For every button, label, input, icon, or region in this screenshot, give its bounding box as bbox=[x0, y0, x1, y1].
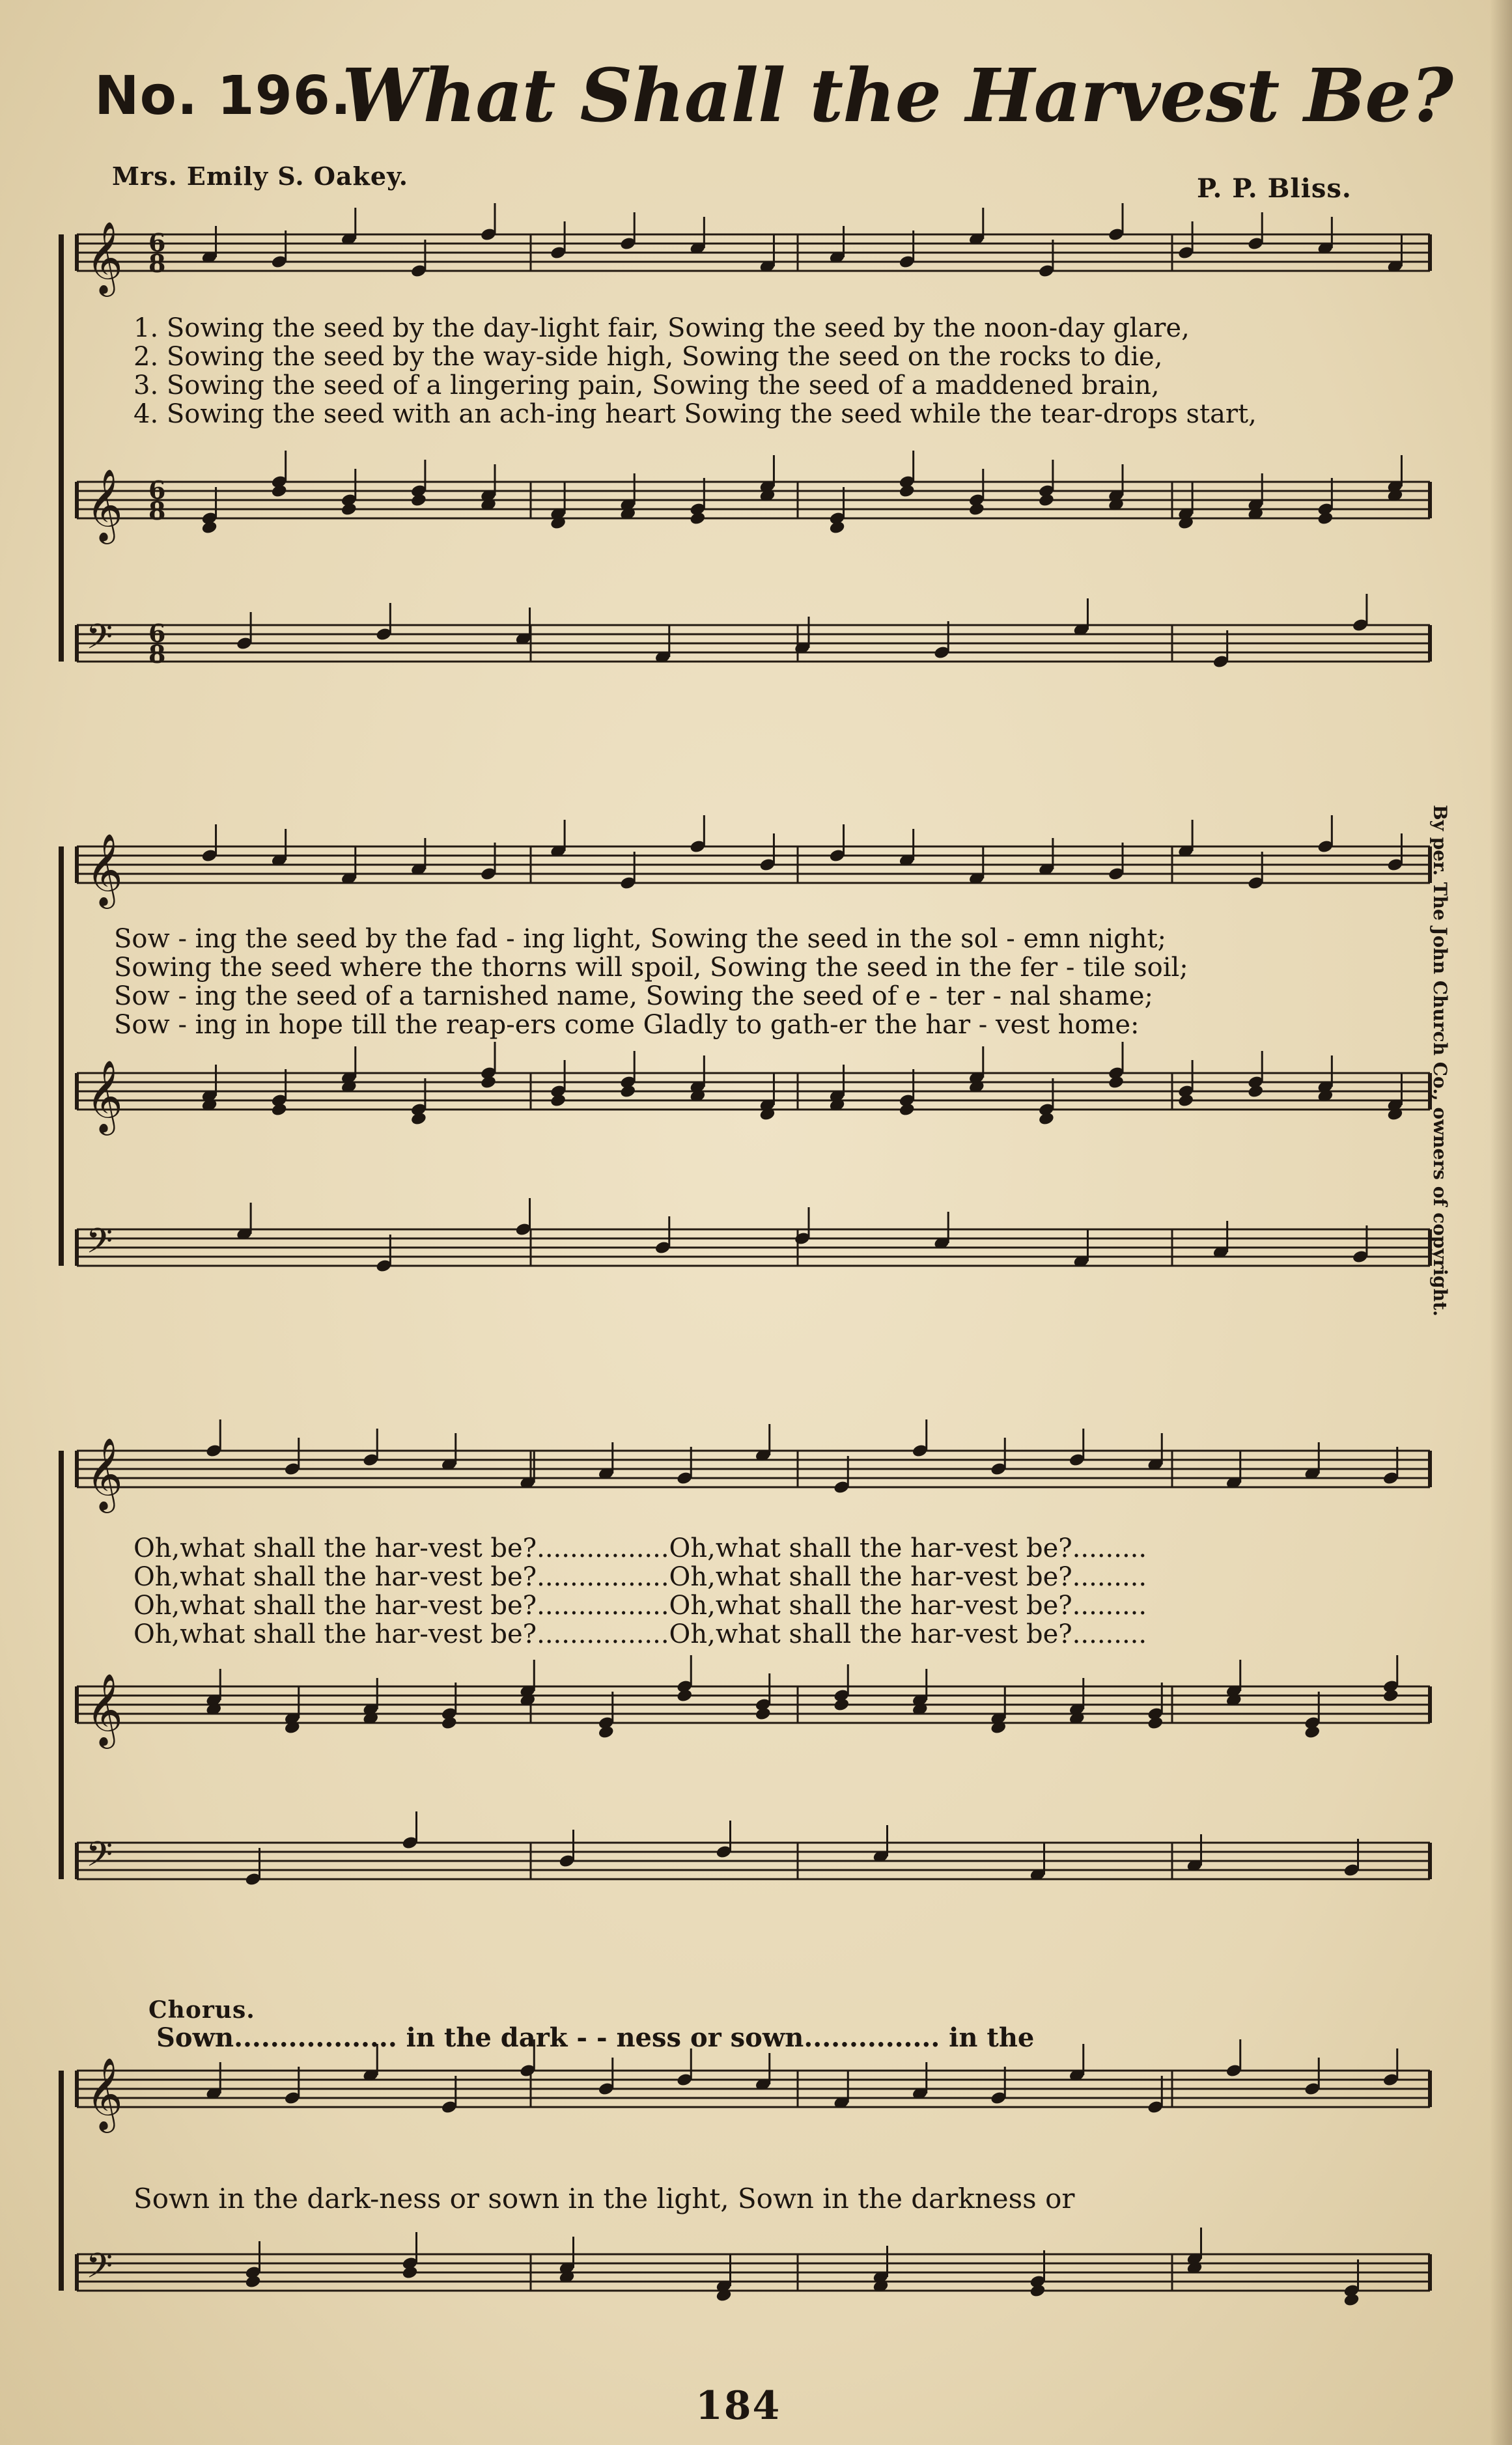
copyright-notice: By per. The John Church Co., owners of copyright. bbox=[1429, 805, 1451, 1317]
lyric-line: 2. Sowing the seed by the way-side high, Sowing the seed on the rocks to die, bbox=[133, 342, 1163, 372]
treble-clef-icon: 𝄞 bbox=[86, 1673, 123, 1746]
treble-clef-icon: 𝄞 bbox=[86, 221, 123, 294]
harmony-note bbox=[1038, 1111, 1055, 1126]
time-signature: 6 bbox=[148, 475, 166, 505]
harmony-note bbox=[1177, 1093, 1194, 1108]
lyric-line: Sow - ing in hope till the reap-ers come Gladly to gath-er the har - vest home: bbox=[114, 1010, 1140, 1040]
page-number: 184 bbox=[695, 2383, 781, 2429]
lyric-line: Oh,what shall the har-vest be?................Oh,what shall the har-vest be?......... bbox=[133, 1562, 1147, 1592]
harmony-note bbox=[899, 484, 916, 499]
harmony-note bbox=[410, 1111, 427, 1126]
bass-clef-icon: 𝄢 bbox=[86, 617, 113, 665]
bass-note bbox=[401, 2265, 418, 2280]
harmony-note bbox=[968, 502, 985, 517]
time-signature: 6 bbox=[148, 228, 166, 257]
harmony-note bbox=[676, 1688, 693, 1703]
harmony-note bbox=[441, 1716, 458, 1731]
lyric-line: Sow - ing the seed by the fad - ing light, Sowing the seed in the sol - emn night; bbox=[114, 924, 1167, 954]
harmony-note bbox=[619, 1084, 636, 1099]
harmony-note bbox=[1108, 1075, 1125, 1090]
harmony-note bbox=[828, 520, 845, 535]
refrain-lyrics-system-3 bbox=[133, 1534, 1147, 1649]
treble-clef-icon: 𝄞 bbox=[86, 468, 123, 541]
bass-note bbox=[1343, 2293, 1360, 2308]
harmony-note bbox=[550, 1093, 567, 1108]
lyric-line: Sow - ing the seed of a tarnished name, Sowing the seed of e - ter - nal shame; bbox=[114, 981, 1154, 1011]
harmony-note bbox=[341, 502, 357, 517]
harmony-note bbox=[480, 1075, 497, 1090]
lyric-line: 4. Sowing the seed with an ach-ing heart Sowing the seed while the tear-drops start, bbox=[133, 399, 1257, 429]
harmony-note bbox=[1382, 1688, 1399, 1703]
harmony-note bbox=[271, 484, 288, 499]
harmony-note bbox=[598, 1725, 615, 1740]
harmony-note bbox=[755, 1707, 772, 1722]
chorus-bass-words: Sown in the dark-ness or sown in the light, Sown in the darkness or bbox=[133, 2183, 1075, 2214]
lyric-line: Oh,what shall the har-vest be?................Oh,what shall the har-vest be?......... bbox=[133, 1533, 1147, 1563]
harmony-note bbox=[1317, 511, 1334, 526]
time-signature: 8 bbox=[148, 496, 166, 525]
verse-lyrics-system-2 bbox=[114, 925, 1188, 1039]
bass-note bbox=[1029, 2284, 1046, 2298]
harmony-note bbox=[899, 1102, 916, 1117]
lyric-line: Oh,what shall the har-vest be?................Oh,what shall the har-vest be?......... bbox=[133, 1591, 1147, 1621]
chorus-treble-words: Sown.................. in the dark - - ness or sown............... in the bbox=[156, 2022, 1035, 2053]
treble-clef-icon: 𝄞 bbox=[86, 1059, 123, 1132]
harmony-note bbox=[1247, 1084, 1264, 1099]
bass-clef-icon: 𝄢 bbox=[86, 2246, 113, 2295]
treble-clef-icon: 𝄞 bbox=[86, 2057, 123, 2130]
treble-clef-icon: 𝄞 bbox=[86, 833, 123, 906]
chorus-label: Chorus. bbox=[148, 1996, 255, 2024]
harmony-note bbox=[689, 511, 706, 526]
harmony-note bbox=[201, 520, 217, 535]
verse-lyrics-system-1 bbox=[133, 314, 1257, 428]
treble-clef-icon: 𝄞 bbox=[86, 1437, 123, 1510]
harmony-note bbox=[1038, 493, 1055, 508]
lyric-line: 1. Sowing the seed by the day-light fair, Sowing the seed by the noon-day glare, bbox=[133, 313, 1190, 343]
composer-credit: P. P. Bliss. bbox=[1197, 173, 1352, 204]
lyric-line: Oh,what shall the har-vest be?................Oh,what shall the har-vest be?......... bbox=[133, 1619, 1147, 1649]
harmony-note bbox=[410, 493, 427, 508]
lyric-line: 3. Sowing the seed of a lingering pain, Sowing the seed of a maddened brain, bbox=[133, 370, 1160, 400]
hymn-number: No. 196. bbox=[94, 65, 352, 127]
harmony-note bbox=[1304, 1725, 1321, 1740]
lyricist-credit: Mrs. Emily S. Oakey. bbox=[112, 161, 409, 191]
hymn-title: What Shall the Harvest Be? bbox=[342, 53, 1453, 139]
harmony-note bbox=[271, 1102, 288, 1117]
harmony-note bbox=[1147, 1716, 1164, 1731]
bass-note bbox=[244, 2274, 261, 2289]
time-signature: 8 bbox=[148, 639, 166, 669]
time-signature: 6 bbox=[148, 619, 166, 648]
bass-clef-icon: 𝄢 bbox=[86, 1222, 113, 1270]
harmony-note bbox=[833, 1698, 850, 1712]
time-signature: 8 bbox=[148, 249, 166, 278]
lyric-line: Sowing the seed where the thorns will spoil, Sowing the seed in the fer - tile soil; bbox=[114, 953, 1188, 983]
bass-clef-icon: 𝄢 bbox=[86, 1835, 113, 1883]
